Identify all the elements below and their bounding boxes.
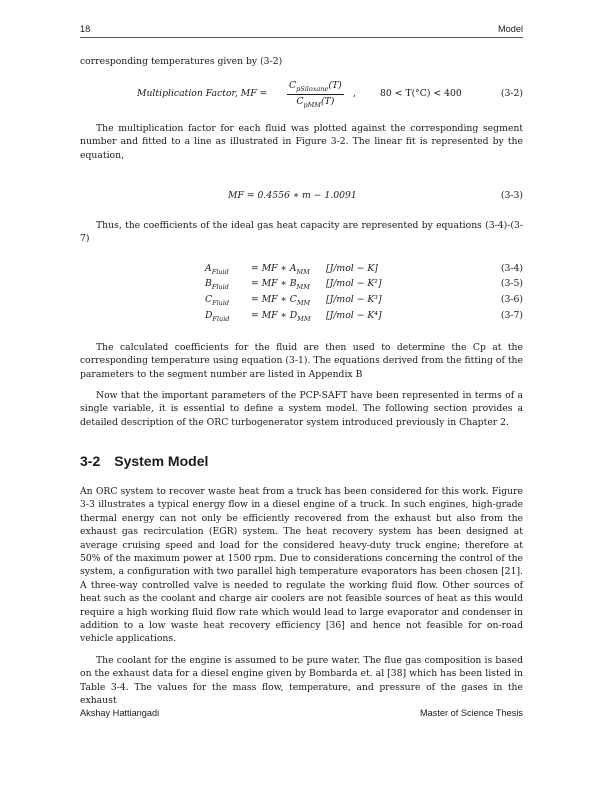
page-header [80, 24, 523, 37]
paragraph-2: Thus, the coefficients of the ideal gas heat capacity are represented by equations (3-4)-(3-7) [80, 220, 523, 245]
equation-3-3 [80, 190, 523, 204]
paragraph-6: The coolant for the engine is assumed to be pure water. The flue gas composition is based on the exhaust data for a diesel engine given by Bombarda et. al [38] which has been listed in Table 3-4. The values for the mass flow, temperature, and pressure of the gases in the exhaust [80, 655, 523, 707]
chapter-title: Model [497, 24, 523, 34]
paragraph-3: The calculated coefficients for the fluid are then used to determine the Cp at the corresponding temperature using equation (3-1). The equations derived from the fitting of the parameters to the segment number are listed in Appendix B [80, 342, 523, 380]
header-rule [80, 37, 523, 38]
page-footer [80, 708, 523, 721]
eq-3-6: $C_{Fluid}$ = MF ∗ $C_{MM}$ [J/mol − K³] (3-6) [205, 294, 523, 307]
paragraph-5: An ORC system to recover waste heat from a truck has been considered for this work. Figure 3-3 illustrates a typical energy flow in a diesel engine of a truck. In such engines, high-grade thermal energy can not only be efficiently recovered from the exhaust but also from the exhaust gas recirculation (EGR) system. The heat recovery system has been designed at average cruising speed and load for the considered heavy-duty truck engine; therefore at 50% of the maximum power at 1500 rpm. Due to considerations concerning the control of the system, a configuration with two parallel high temperature evaporators has been chosen [21]. A three-way controlled valve is needed to regulate the working fluid flow. Other sources of heat such as the coolant and charge air coolers are not feasible sources of heat as this would require a high working fluid flow rate which would lead to large evaporator and condenser in addition to a low waste heat recovery efficiency [36] and hence not feasible for on-road vehicle applications. [80, 486, 523, 645]
eq-3-3-number: (3-3) [500, 190, 523, 201]
paragraph-1: The multiplication factor for each fluid was plotted against the corresponding segment number and fitted to a line as illustrated in Figure 3-2. The linear fit is represented by the equation, [80, 123, 523, 161]
eq-3-7: $D_{Fluid}$ = MF ∗ $D_{MM}$ [J/mol − K⁴] (3-7) [205, 310, 523, 323]
footer-author: Akshay Hattiangadi [80, 708, 160, 718]
page-number: 18 [80, 24, 91, 34]
section-heading [80, 453, 208, 469]
eq-3-2-fraction: $C_{pSiloxane}(T)$ $C_{pMM}(T)$ [289, 80, 342, 109]
section-number: 3-2 [80, 453, 101, 469]
eq-3-2-lhs: Multiplication Factor, MF = [137, 88, 268, 99]
intro-text: corresponding temperatures given by (3-2) [80, 56, 283, 67]
eq-3-4: $A_{Fluid}$ = MF ∗ $A_{MM}$ [J/mol − K] (3-4) [205, 263, 523, 276]
eq-3-5: $B_{Fluid}$ = MF ∗ $B_{MM}$ [J/mol − K²] (3-5) [205, 278, 523, 291]
coefficient-equations [80, 263, 523, 327]
section-title: System Model [114, 453, 209, 469]
paragraph-4: Now that the important parameters of the PCP-SAFT have been represented in terms of a single variable, it is essential to define a system model. The following section provides a detailed description of the ORC turbogenerator system introduced previously in Chapter 2. [80, 390, 523, 428]
eq-3-2-condition: 80 < T(°C) < 400 [380, 88, 462, 99]
footer-title: Master of Science Thesis [420, 708, 523, 718]
eq-3-3-expression: MF = 0.4556 ∗ m − 1.0091 [228, 190, 357, 201]
eq-3-2-number: (3-2) [500, 88, 523, 99]
equation-3-2: Multiplication Factor, MF = $C_{pSiloxane}(T)$ $C_{pMM}(T)$ , 80 < T(°C) < 400 (3-2) [137, 80, 523, 109]
